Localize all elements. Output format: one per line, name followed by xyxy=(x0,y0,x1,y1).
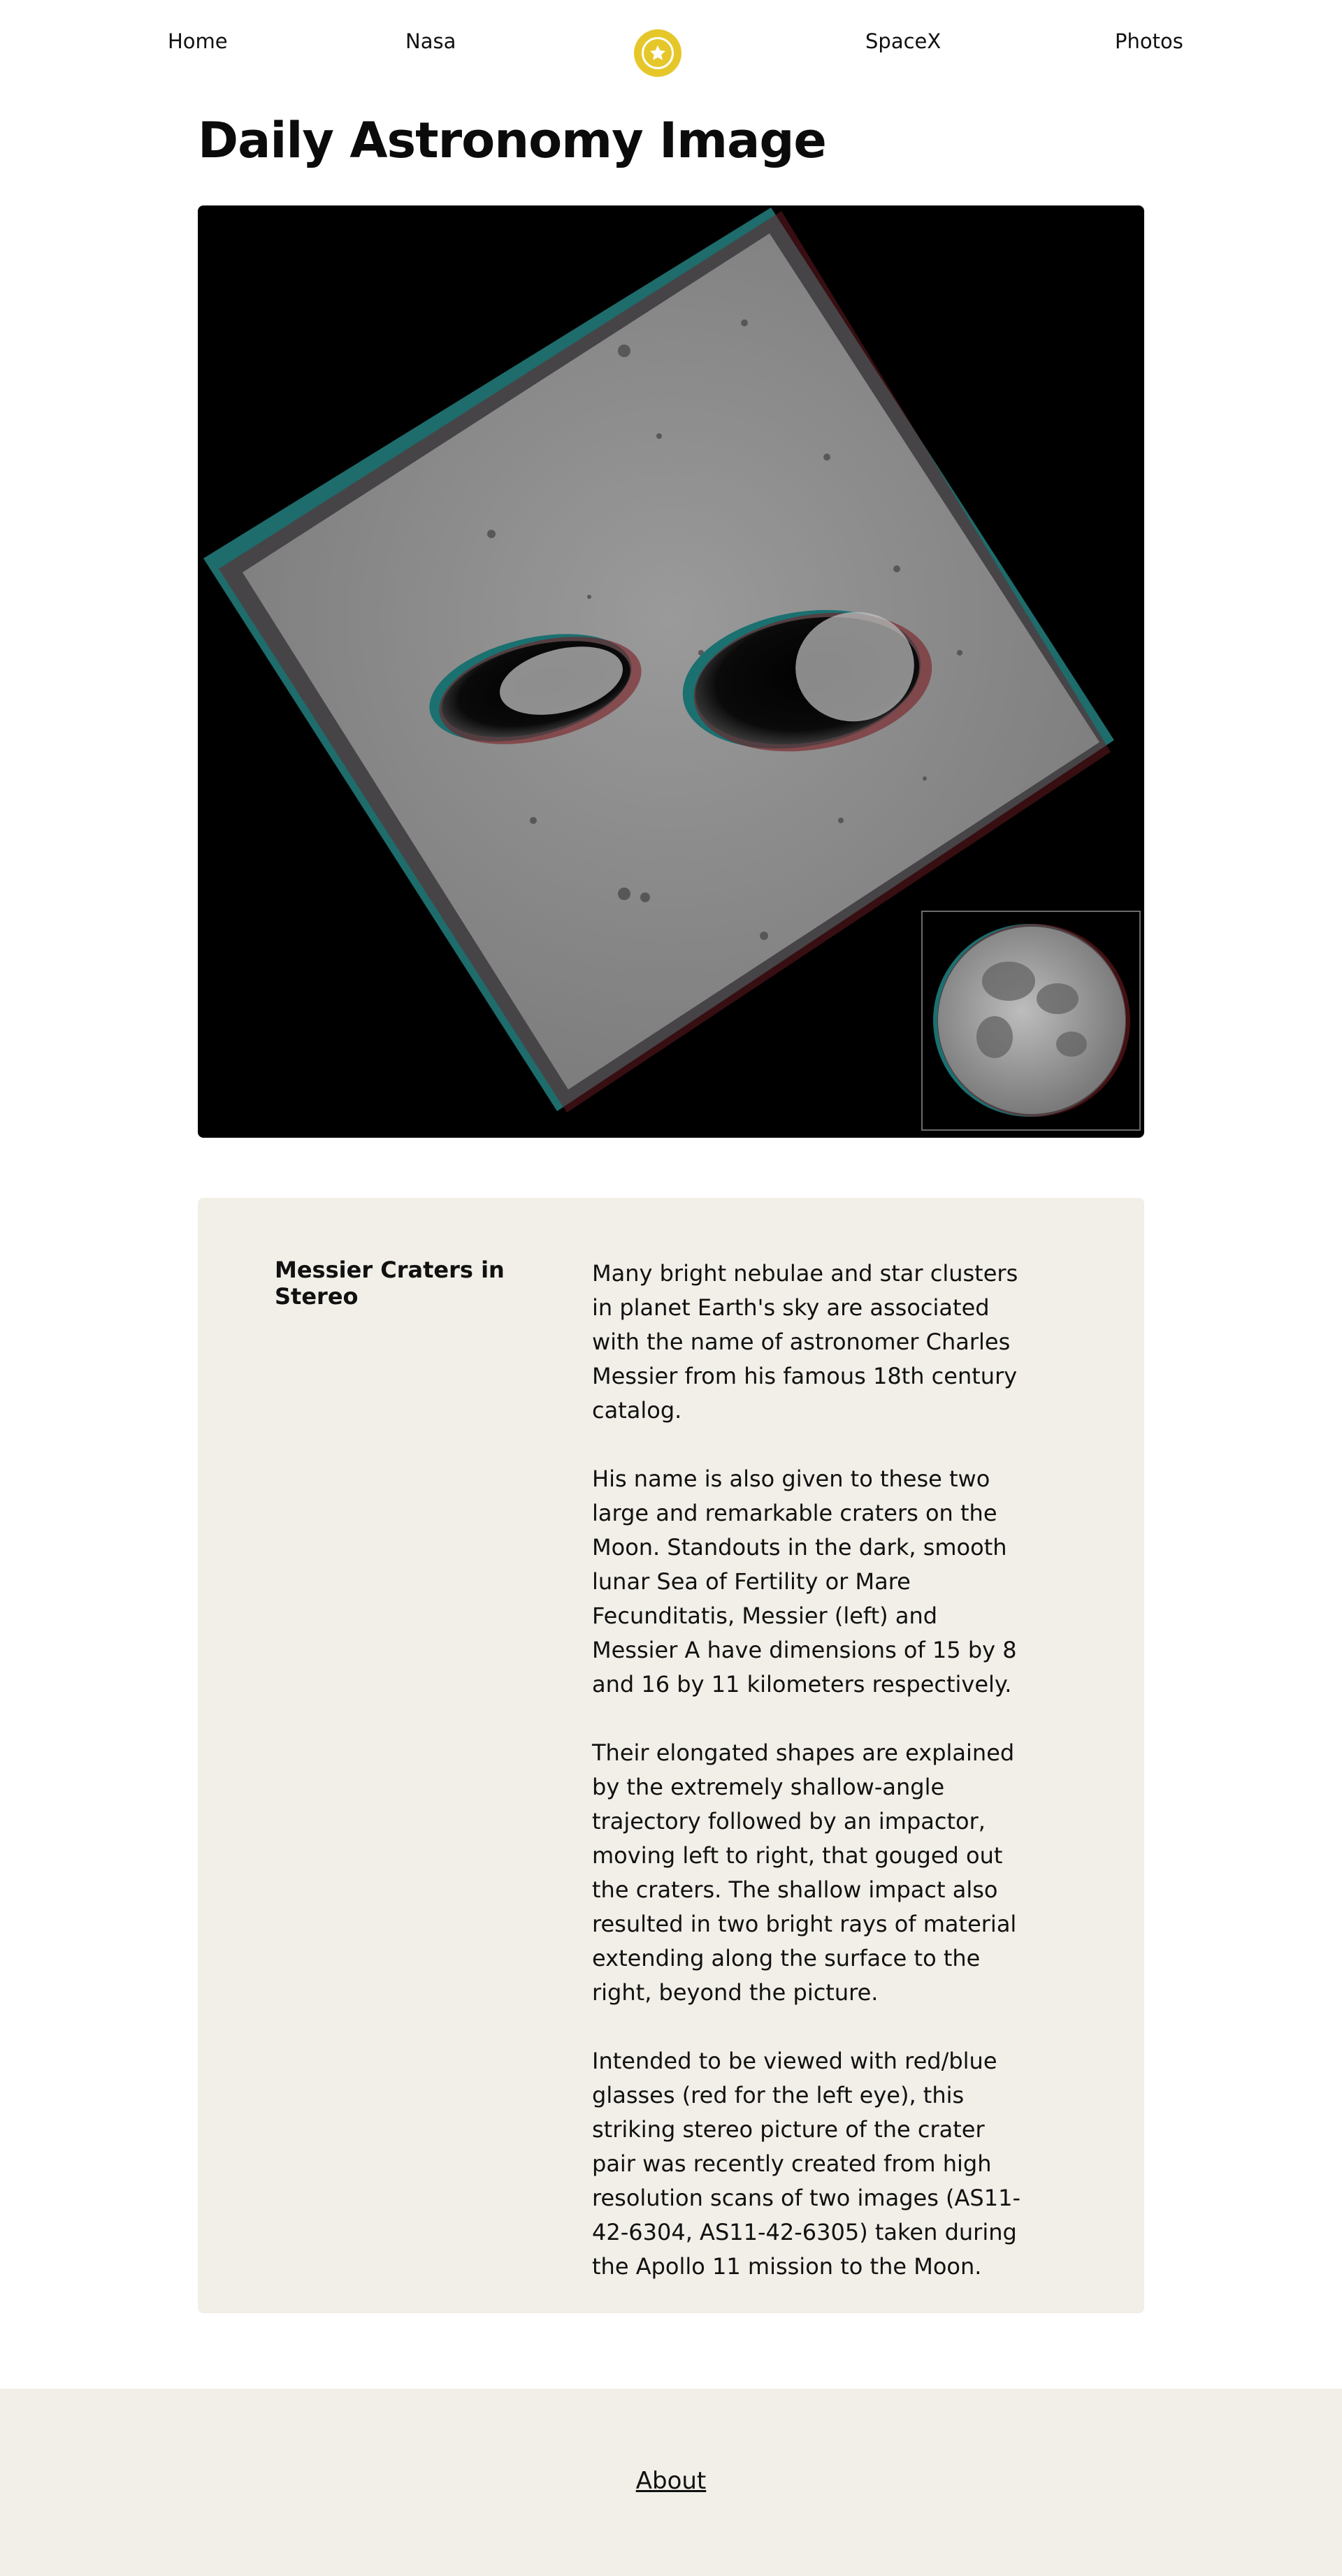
apod-paragraph: Many bright nebulae and star clusters in planet Earth's sky are associated with the name of astronomer Charles Messier from his famous 18th century catalog. xyxy=(592,1260,1018,1424)
moon-craters-anaglyph-icon xyxy=(198,205,1144,1138)
page-title: Daily Astronomy Image xyxy=(198,112,826,169)
apod-card xyxy=(198,1198,1144,2313)
nav-photos-link[interactable]: Photos xyxy=(1115,29,1183,53)
site-logo[interactable] xyxy=(634,29,681,77)
apod-description xyxy=(592,1257,1025,2318)
footer xyxy=(0,2389,1342,2576)
nav-spacex-link[interactable]: SpaceX xyxy=(865,29,941,53)
footer-about-link[interactable]: About xyxy=(635,2467,707,2495)
nav-nasa-link[interactable]: Nasa xyxy=(405,29,456,53)
apod-title: Messier Craters in Stereo xyxy=(275,1257,505,1310)
apod-paragraph: Their elongated shapes are explained by the extremely shallow-angle trajectory followed by an impactor, moving left to right, that gouged out the craters. The shallow impact also resulted in two bright rays of material extending along the surface to the right, beyond the picture. xyxy=(592,1739,1017,2006)
apod-paragraph: His name is also given to these two large and remarkable craters on the Moon. Standouts in the dark, smooth lunar Sea of Fertility or Mare Fecunditatis, Messier (left) and Messier A have dimensions of 15 by 8 and 16 by 11 kilometers respectively. xyxy=(592,1466,1017,1698)
nav-home-link[interactable]: Home xyxy=(168,29,228,53)
astronomy-image xyxy=(198,205,1144,1138)
star-icon xyxy=(648,43,668,63)
top-nav xyxy=(0,0,1342,89)
apod-paragraph: Intended to be viewed with red/blue glasses (red for the left eye), this striking stereo picture of the crater pair was recently created from high resolution scans of two images (AS11-42-6304, AS11-42-6305) taken during the Apollo 11 mission to the Moon. xyxy=(592,2048,1020,2280)
logo-ring xyxy=(642,37,674,69)
